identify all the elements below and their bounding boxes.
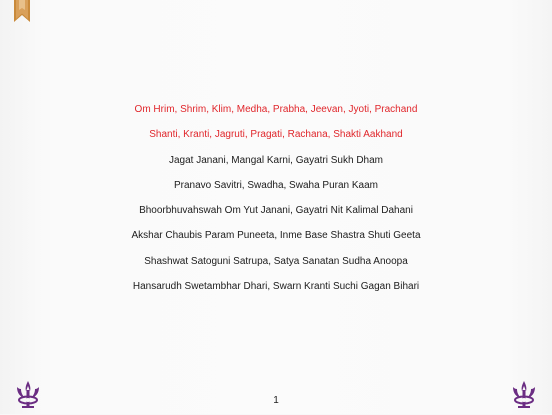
verse-line: Bhoorbhuvahswah Om Yut Janani, Gayatri Nit Kalimal Dahani [139, 205, 413, 217]
verse-line: Shanti, Kranti, Jagruti, Pragati, Rachana, Shakti Aakhand [149, 129, 403, 141]
verse-line: Om Hrim, Shrim, Klim, Medha, Prabha, Jeevan, Jyoti, Prachand [134, 104, 418, 115]
verse-line: Jagat Janani, Mangal Karni, Gayatri Sukh Dham [169, 154, 383, 166]
verse-line: Akshar Chaubis Param Puneeta, Inme Base Shastra Shuti Geeta [131, 230, 421, 242]
verse-line: Shashwat Satoguni Satrupa, Satya Sanatan Sudha Anoopa [144, 255, 408, 267]
page-number: 1 [273, 395, 279, 406]
verse-line: Pranavo Savitri, Swadha, Swaha Puran Kaam [174, 179, 378, 191]
verse-line: Hansarudh Swetambhar Dhari, Swarn Kranti Suchi Gagan Bihari [132, 281, 420, 293]
bookmark-ribbon-icon[interactable] [10, 0, 34, 24]
verse-block [0, 97, 552, 299]
